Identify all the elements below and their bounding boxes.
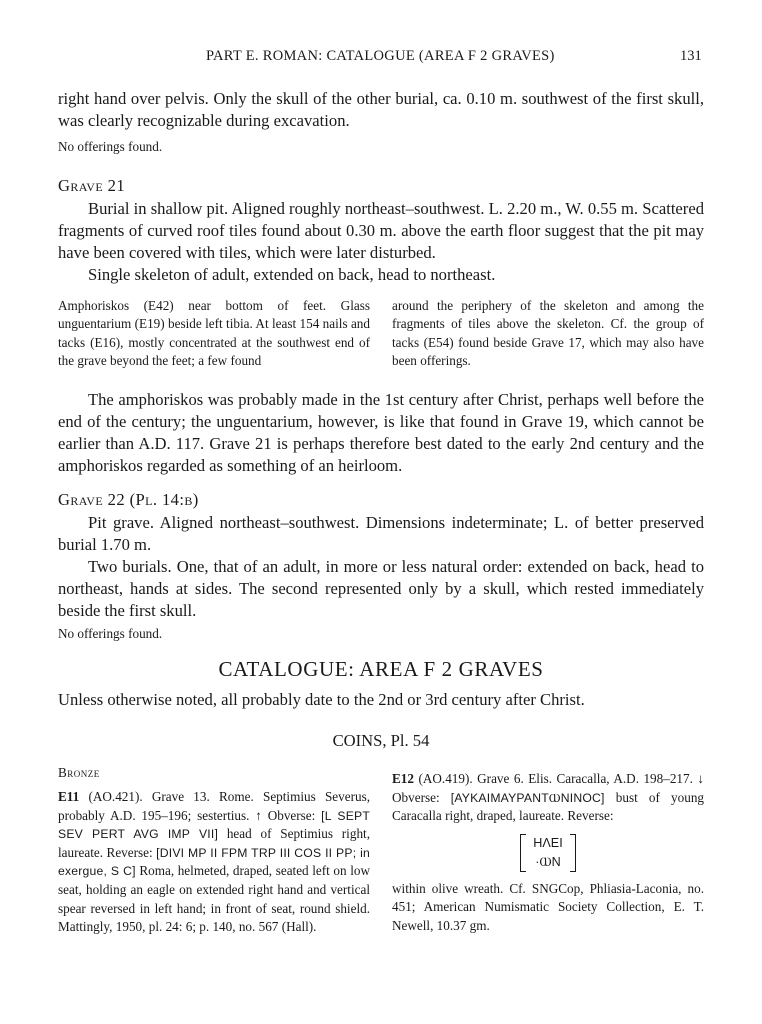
grave-21-offerings-left <box>58 297 370 371</box>
grave-22-offerings-text: No offerings found. <box>58 626 163 641</box>
grave-21-paragraph-2: Single skeleton of adult, extended on back, head to northeast. <box>88 265 496 284</box>
catalogue-title: CATALOGUE: AREA F 2 GRAVES <box>218 657 544 681</box>
intro-section <box>58 88 704 132</box>
grave-21-offerings-right-text: around the periphery of the skeleton and among the fragments of tiles above the skeleton. Cf. the group of tacks (E54) found beside Grave 17, which may also have been offerings. <box>392 298 704 369</box>
intro-paragraph: right hand over pelvis. Only the skull of the other burial, ca. 0.10 m. southwest of the first skull, was clearly recognizable during excavation. <box>58 89 704 130</box>
grave-21-paragraph-1: Burial in shallow pit. Aligned roughly northeast–southwest. L. 2.20 m., W. 0.55 m. Scattered fragments of curved roof tiles found about 0.30 m. above the earth floor suggest that the pit may have been covered with tiles, which were later disturbed. <box>58 199 704 262</box>
e11-tail: Roma, helmeted, draped, seated left on low seat, holding an eagle on extended right hand and vertical spear reversed in left hand; in front of seat, round shield. Mattingly, 1950, pl. 24: 6; p. 140, no. 567 (Hall). <box>58 863 370 935</box>
running-header: PART E. ROMAN: CATALOGUE (AREA F 2 GRAVES) <box>206 48 555 64</box>
e11-lead: (AO.421). Grave 13. Rome. Septimius Severus, probably A.D. 195–196; sestertius. ↑ Obverse: <box>58 789 370 823</box>
page-number: 131 <box>680 48 702 64</box>
grave-21-offerings-right <box>392 297 704 371</box>
grave-21-offerings <box>58 297 704 371</box>
catalogue-subtitle: Unless otherwise noted, all probably date to the 2nd or 3rd century after Christ. <box>58 690 585 709</box>
e12-lead: (AO.419). Grave 6. Elis. Caracalla, A.D. 198–217. ↓ Obverse: <box>392 771 704 805</box>
e12-reverse-line-2: ·ⲰN <box>535 854 561 869</box>
e12-obverse-legend: [AYKAIMAYPANTⲰNINOC] <box>450 790 605 805</box>
e11-obverse-legend: [L SEPT SEV PERT AVG IMP VII] <box>58 808 370 842</box>
catalogue-entry-e12 <box>392 770 704 936</box>
e12-mid: bust of young Caracalla right, draped, laureate. Reverse: <box>392 789 705 824</box>
bronze-heading: Bronze <box>58 765 100 780</box>
intro-offerings <box>58 138 704 156</box>
catalogue-entry-e11 <box>58 788 370 937</box>
e11-mid: head of Septimius right, laureate. Reverse: <box>58 826 370 860</box>
grave-22-title: Grave 22 (Pl. 14:b) <box>58 490 199 509</box>
e11-reverse-legend: [DIVI MP II FPM TRP III COS II PP; in exergue, S C] <box>58 845 370 879</box>
intro-offerings-text: No offerings found. <box>58 139 163 154</box>
grave-22-offerings <box>58 625 704 643</box>
e11-id: E11 <box>58 789 80 804</box>
grave-21-title: Grave 21 <box>58 176 126 195</box>
e12-reverse-line-1: HΛEI <box>533 835 563 850</box>
coins-section-title: COINS, Pl. 54 <box>332 731 430 750</box>
grave-21-discussion-text: The amphoriskos was probably made in the 1st century after Christ, perhaps well before the end of the century; the unguentarium, however, is like that found in Grave 19, which cannot be earlier than A.D. 117. Grave 21 is perhaps therefore best dated to the early 2nd century and the amphoriskos regarded as something of an heirloom. <box>58 390 704 475</box>
e11-text <box>58 788 370 937</box>
e12-id: E12 <box>392 771 414 786</box>
grave-22-paragraph-2: Two burials. One, that of an adult, in more or less natural order: extended on back, head to northeast, hands at sides. The second represented only by a skull, which rested immediately beside the first skull. <box>58 557 704 620</box>
grave-21-description <box>58 198 704 286</box>
grave-22-description <box>58 512 704 622</box>
e12-tail: within olive wreath. Cf. SNGCop, Phliasia-Laconia, no. 451; American Numismatic Society Collection, E. T. Newell, 10.37 gm. <box>392 880 704 933</box>
grave-22-paragraph-1: Pit grave. Aligned northeast–southwest. Dimensions indeterminate; L. of better preserved burial 1.70 m. <box>58 513 704 554</box>
e12-reverse-legend <box>520 832 576 874</box>
grave-21-offerings-left-text: Amphoriskos (E42) near bottom of feet. Glass unguentarium (E19) beside left tibia. At least 154 nails and tacks (E16), mostly concentrated at the southwest end of the grave beyond the feet; a few found <box>58 298 370 369</box>
e12-text <box>392 770 704 826</box>
grave-21-discussion <box>58 389 704 477</box>
